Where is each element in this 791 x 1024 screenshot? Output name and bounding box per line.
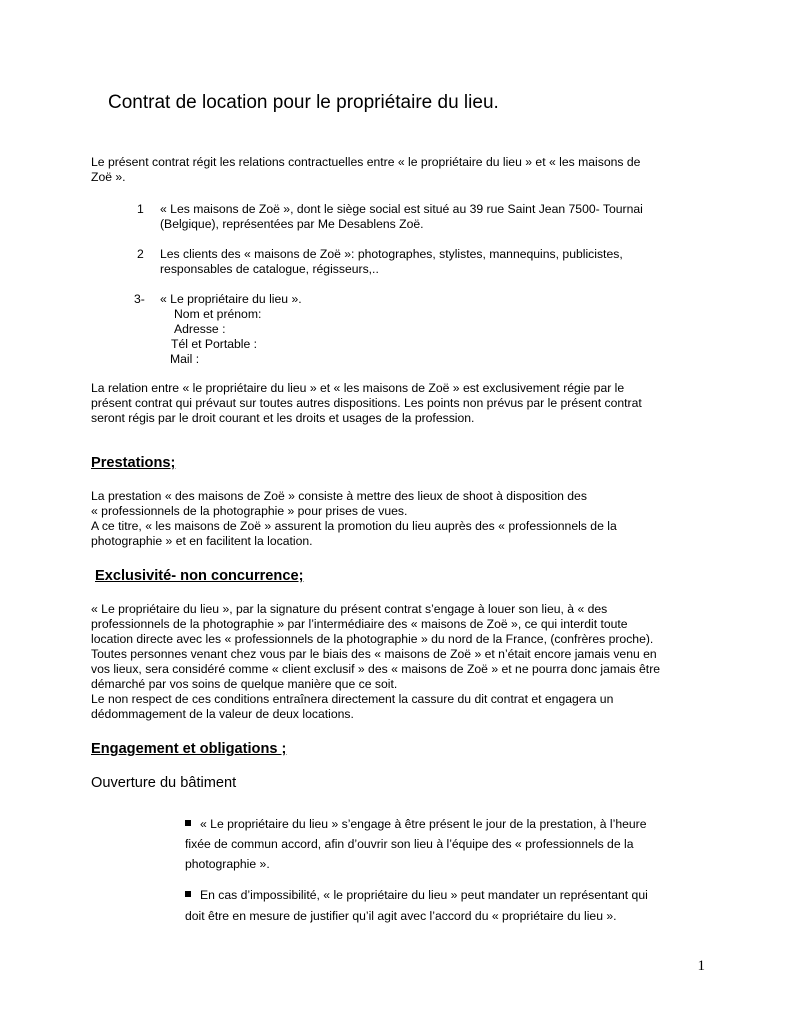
paragraph-line: La prestation « des maisons de Zoë » consiste à mettre des lieux de shoot à disposition des [91, 489, 587, 503]
form-field-address: Adresse : [174, 322, 226, 336]
bullet-line: doit être en mesure de justifier qu’il agit avec l’accord du « propriétaire du lieu ». [185, 909, 617, 923]
paragraph-line: La relation entre « le propriétaire du lieu » et « les maisons de Zoë » est exclusivement régie par le [91, 381, 625, 395]
paragraph-line: vos lieux, sera considéré comme « client exclusif » des « maisons de Zoë » et ne pourra donc jamais être [91, 662, 661, 676]
paragraph-line: démarché par vos soins de quelque manière que ce soit. [91, 677, 398, 691]
form-field-phone: Tél et Portable : [171, 337, 258, 351]
bullet-icon [185, 820, 191, 826]
intro-line: Zoë ». [91, 170, 126, 184]
list-item [160, 247, 720, 277]
list-item-line: Les clients des « maisons de Zoë »: photographes, stylistes, mannequins, publicistes, [160, 247, 623, 261]
list-item [160, 202, 720, 232]
list-item-number: 2 [137, 247, 144, 261]
list-item-number: 3- [134, 292, 145, 306]
intro-line: Le présent contrat régit les relations contractuelles entre « le propriétaire du lieu » et « les maisons de [91, 155, 641, 169]
bullet-line: photographie ». [185, 857, 270, 871]
paragraph-line: seront régis par le droit courant et les droits et usages de la profession. [91, 411, 475, 425]
paragraph-line: présent contrat qui prévaut sur toutes autres dispositions. Les points non prévus par le présent contrat [91, 396, 642, 410]
form-field-name: Nom et prénom: [174, 307, 262, 321]
list-item-number: 1 [137, 202, 144, 216]
paragraph-line: location directe avec les « professionnels de la photographie » du nord de la France, (confrères proche). [91, 632, 654, 646]
paragraph-line: professionnels de la photographie » par l’intermédiaire des « maisons de Zoë », ce qui interdit toute [91, 617, 628, 631]
list-item-label: « Le propriétaire du lieu ». [160, 292, 302, 306]
bullet-line: En cas d’impossibilité, « le propriétaire du lieu » peut mandater un représentant qui [200, 888, 648, 902]
bullet-icon [185, 891, 191, 897]
prestations-paragraph [91, 489, 703, 549]
paragraph-line: Toutes personnes venant chez vous par le biais des « maisons de Zoë » et n’était encore jamais venu en [91, 647, 657, 661]
paragraph-line: Le non respect de ces conditions entraînera directement la cassure du dit contrat et engagera un [91, 692, 614, 706]
form-field-mail: Mail : [170, 352, 200, 366]
relation-paragraph [91, 381, 703, 426]
section-heading-engagement: Engagement et obligations ; [91, 741, 287, 757]
paragraph-line: photographie » et en facilitent la location. [91, 534, 313, 548]
bullet-item [185, 814, 705, 874]
bullet-item [185, 885, 705, 927]
subheading-ouverture: Ouverture du bâtiment [91, 775, 237, 791]
list-item-line: « Les maisons de Zoë », dont le siège social est situé au 39 rue Saint Jean 7500- Tournai [160, 202, 643, 216]
section-heading-exclusivite: Exclusivité- non concurrence; [95, 568, 304, 584]
paragraph-line: dédommagement de la valeur de deux locations. [91, 707, 354, 721]
intro-paragraph [91, 155, 701, 185]
paragraph-line: « Le propriétaire du lieu », par la signature du présent contrat s’engage à louer son lieu, à « des [91, 602, 608, 616]
paragraph-line: « professionnels de la photographie » pour prises de vues. [91, 504, 408, 518]
list-item-line: (Belgique), représentées par Me Desablens Zoë. [160, 217, 424, 231]
bullet-line: « Le propriétaire du lieu » s’engage à être présent le jour de la prestation, à l’heure [200, 817, 647, 831]
paragraph-line: A ce titre, « les maisons de Zoë » assurent la promotion du lieu auprès des « professionnels de la [91, 519, 617, 533]
page-number: 1 [697, 958, 705, 974]
document-title: Contrat de location pour le propriétaire du lieu. [108, 92, 499, 113]
section-heading-prestations: Prestations; [91, 455, 176, 471]
list-item-line: responsables de catalogue, régisseurs,.. [160, 262, 379, 276]
bullet-line: fixée de commun accord, afin d’ouvrir son lieu à l’équipe des « professionnels de la [185, 837, 634, 851]
exclusivite-paragraph [91, 602, 703, 722]
